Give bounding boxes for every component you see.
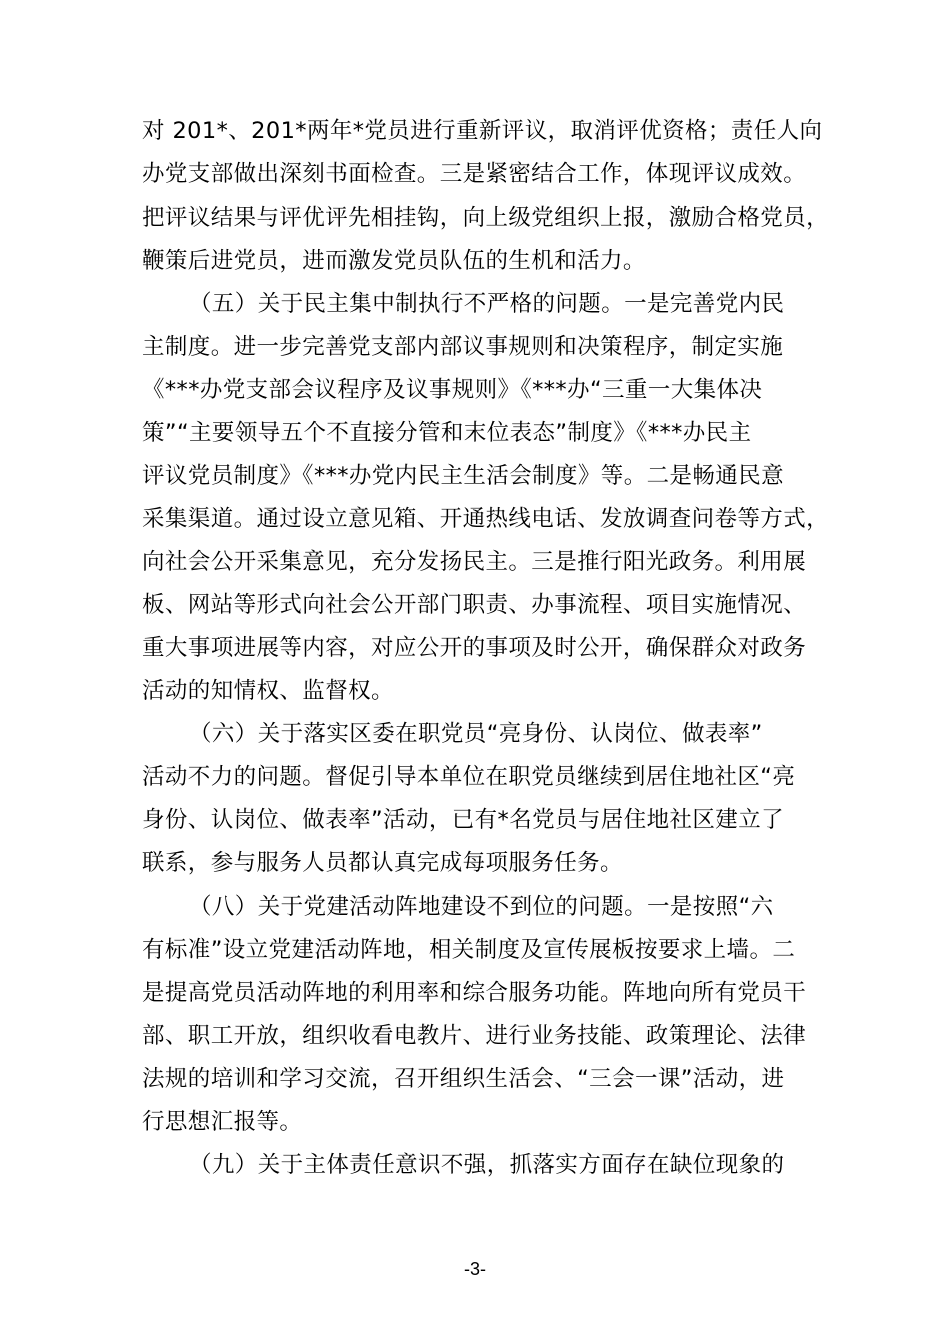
text-line: 联系，参与服务人员都认真完成每项服务任务。 [142,850,623,876]
paragraph-heading-line: （八）关于党建活动阵地建设不到位的问题。一是按照“六 [189,894,774,920]
text-line: 《***办党支部会议程序及议事规则》《***办“三重一大集体决 [142,377,763,403]
text-line: 把评议结果与评优评先相挂钩，向上级党组织上报，激励合格党员， [142,205,830,231]
paragraph-heading-line: （五）关于民主集中制执行不严格的问题。一是完善党内民 [189,291,785,317]
text-line: 行思想汇报等。 [142,1109,303,1135]
text-line: 活动的知情权、监督权。 [142,678,394,704]
text-line: 鞭策后进党员，进而激发党员队伍的生机和活力。 [142,248,646,274]
text-line: 主制度。进一步完善党支部内部议事规则和决策程序，制定实施 [142,334,784,360]
text-line: 对 201*、201*两年*党员进行重新评议，取消评优资格；责任人向 [142,118,823,144]
text-line: 向社会公开采集意见，充分发扬民主。三是推行阳光政务。利用展 [142,549,807,575]
text-line: 活动不力的问题。督促引导本单位在职党员继续到居住地社区“亮 [142,764,796,790]
text-line: 是提高党员活动阵地的利用率和综合服务功能。阵地向所有党员干 [142,980,807,1006]
text-line: 法规的培训和学习交流，召开组织生活会、“三会一课”活动，进 [142,1066,785,1092]
text-line: 身份、认岗位、做表率”活动，已有*名党员与居住地社区建立了 [142,807,785,833]
text-line: 部、职工开放，组织收看电教片、进行业务技能、政策理论、法律 [142,1023,807,1049]
text-line: 板、网站等形式向社会公开部门职责、办事流程、项目实施情况、 [142,592,807,618]
paragraph-heading-line: （九）关于主体责任意识不强，抓落实方面存在缺位现象的 [189,1152,785,1178]
text-line: 办党支部做出深刻书面检查。三是紧密结合工作，体现评议成效。 [142,161,807,187]
text-line: 重大事项进展等内容，对应公开的事项及时公开，确保群众对政务 [142,635,807,661]
paragraph-heading-line: （六）关于落实区委在职党员“亮身份、认岗位、做表率” [189,721,763,747]
text-line: 采集渠道。通过设立意见箱、开通热线电话、发放调查问卷等方式， [142,506,830,532]
text-line: 评议党员制度》《***办党内民主生活会制度》等。二是畅通民意 [142,463,785,489]
text-line: 策”“主要领导五个不直接分管和末位表态”制度》《***办民主 [142,420,752,446]
text-line: 有标准”设立党建活动阵地，相关制度及宣传展板按要求上墙。二 [142,937,796,963]
page-number: -3- [464,1259,486,1279]
